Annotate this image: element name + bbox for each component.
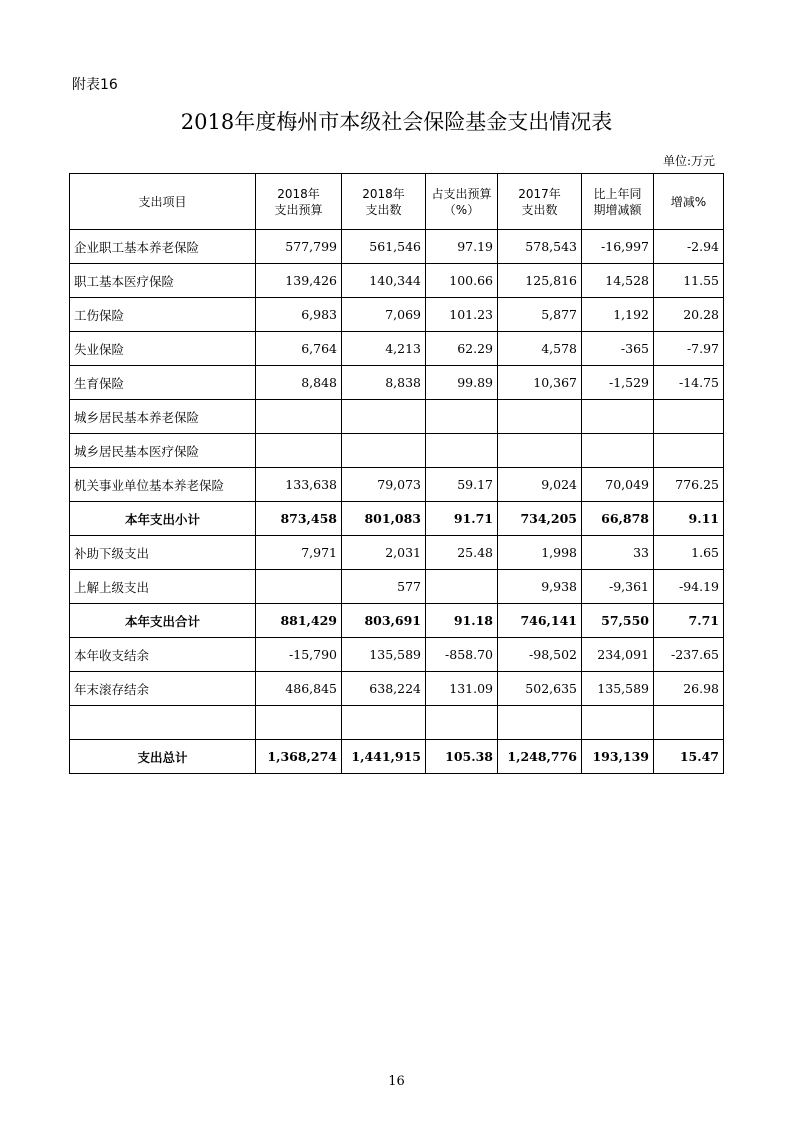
cell-actual-2017: 4,578 [498, 332, 582, 366]
cell-change: 66,878 [582, 502, 654, 536]
cell-budget-2018: 577,799 [256, 230, 342, 264]
cell-change: -1,529 [582, 366, 654, 400]
cell-actual-2017: 10,367 [498, 366, 582, 400]
cell-change-pct [654, 434, 724, 468]
cell-budget-2018 [256, 434, 342, 468]
cell-actual-2017: 1,998 [498, 536, 582, 570]
cell-item-name: 支出总计 [70, 740, 256, 774]
cell-change: 234,091 [582, 638, 654, 672]
table-row [70, 740, 724, 774]
header-actual-2018: 2018年 支出数 [342, 174, 426, 230]
cell-item-name: 年末滚存结余 [70, 672, 256, 706]
cell-actual-2018: 2,031 [342, 536, 426, 570]
cell-pct-budget [426, 434, 498, 468]
cell-item-name: 机关事业单位基本养老保险 [70, 468, 256, 502]
cell-budget-2018: 486,845 [256, 672, 342, 706]
cell-budget-2018: 1,368,274 [256, 740, 342, 774]
cell-actual-2018: 7,069 [342, 298, 426, 332]
table-row [70, 434, 724, 468]
appendix-label: 附表16 [72, 77, 118, 93]
cell-pct-budget: 91.71 [426, 502, 498, 536]
table-row [70, 264, 724, 298]
header-pct-budget: 占支出预算 （%） [426, 174, 498, 230]
cell-pct-budget: 97.19 [426, 230, 498, 264]
table-row [70, 536, 724, 570]
cell-change-pct [654, 706, 724, 740]
cell-actual-2017: 125,816 [498, 264, 582, 298]
cell-change: -365 [582, 332, 654, 366]
cell-pct-budget: 131.09 [426, 672, 498, 706]
cell-pct-budget: 100.66 [426, 264, 498, 298]
cell-actual-2018 [342, 400, 426, 434]
cell-change-pct: -14.75 [654, 366, 724, 400]
cell-budget-2018: 6,983 [256, 298, 342, 332]
cell-change-pct: 15.47 [654, 740, 724, 774]
header-change: 比上年同 期增减额 [582, 174, 654, 230]
table-row [70, 468, 724, 502]
cell-budget-2018 [256, 570, 342, 604]
cell-item-name: 补助下级支出 [70, 536, 256, 570]
cell-pct-budget [426, 706, 498, 740]
cell-actual-2018: 577 [342, 570, 426, 604]
header-budget-2018: 2018年 支出预算 [256, 174, 342, 230]
cell-item-name: 生育保险 [70, 366, 256, 400]
cell-change-pct: 26.98 [654, 672, 724, 706]
table-row [70, 230, 724, 264]
cell-budget-2018: 7,971 [256, 536, 342, 570]
cell-pct-budget: 91.18 [426, 604, 498, 638]
cell-actual-2018: 801,083 [342, 502, 426, 536]
cell-actual-2018: 79,073 [342, 468, 426, 502]
header-item: 支出项目 [70, 174, 256, 230]
table-row [70, 298, 724, 332]
table-row [70, 366, 724, 400]
table-row [70, 604, 724, 638]
unit-label: 单位:万元 [662, 154, 715, 168]
cell-actual-2017: 9,024 [498, 468, 582, 502]
cell-budget-2018: -15,790 [256, 638, 342, 672]
table-row [70, 400, 724, 434]
cell-change: 57,550 [582, 604, 654, 638]
cell-pct-budget: 25.48 [426, 536, 498, 570]
table-header-row [70, 174, 724, 230]
cell-item-name: 城乡居民基本养老保险 [70, 400, 256, 434]
cell-pct-budget: 105.38 [426, 740, 498, 774]
cell-pct-budget: -858.70 [426, 638, 498, 672]
cell-change [582, 706, 654, 740]
cell-pct-budget [426, 400, 498, 434]
cell-actual-2018: 561,546 [342, 230, 426, 264]
cell-actual-2017 [498, 706, 582, 740]
cell-actual-2017: 9,938 [498, 570, 582, 604]
cell-item-name: 失业保险 [70, 332, 256, 366]
cell-budget-2018 [256, 400, 342, 434]
cell-actual-2017: 502,635 [498, 672, 582, 706]
cell-item-name: 职工基本医疗保险 [70, 264, 256, 298]
cell-item-name: 本年支出合计 [70, 604, 256, 638]
cell-actual-2018: 638,224 [342, 672, 426, 706]
cell-budget-2018: 6,764 [256, 332, 342, 366]
cell-change: -9,361 [582, 570, 654, 604]
cell-actual-2017 [498, 400, 582, 434]
cell-change: 70,049 [582, 468, 654, 502]
table-row [70, 638, 724, 672]
cell-change-pct: 776.25 [654, 468, 724, 502]
cell-actual-2017: -98,502 [498, 638, 582, 672]
header-actual-2017: 2017年 支出数 [498, 174, 582, 230]
cell-budget-2018: 873,458 [256, 502, 342, 536]
cell-budget-2018: 139,426 [256, 264, 342, 298]
cell-pct-budget: 59.17 [426, 468, 498, 502]
cell-item-name: 上解上级支出 [70, 570, 256, 604]
cell-actual-2018: 803,691 [342, 604, 426, 638]
cell-budget-2018: 8,848 [256, 366, 342, 400]
cell-actual-2018: 135,589 [342, 638, 426, 672]
cell-actual-2017: 5,877 [498, 298, 582, 332]
cell-change-pct: 11.55 [654, 264, 724, 298]
cell-actual-2018: 1,441,915 [342, 740, 426, 774]
cell-item-name: 工伤保险 [70, 298, 256, 332]
header-change-pct: 增减% [654, 174, 724, 230]
cell-pct-budget: 101.23 [426, 298, 498, 332]
table-row [70, 502, 724, 536]
cell-pct-budget: 62.29 [426, 332, 498, 366]
table-row [70, 570, 724, 604]
table-row [70, 672, 724, 706]
cell-change-pct: -2.94 [654, 230, 724, 264]
cell-item-name: 城乡居民基本医疗保险 [70, 434, 256, 468]
cell-change-pct: 20.28 [654, 298, 724, 332]
table-row [70, 332, 724, 366]
cell-pct-budget [426, 570, 498, 604]
cell-change [582, 400, 654, 434]
cell-change [582, 434, 654, 468]
cell-change: -16,997 [582, 230, 654, 264]
cell-actual-2018 [342, 434, 426, 468]
cell-change: 193,139 [582, 740, 654, 774]
cell-change: 14,528 [582, 264, 654, 298]
table-row [70, 706, 724, 740]
cell-change: 33 [582, 536, 654, 570]
cell-actual-2018: 8,838 [342, 366, 426, 400]
cell-change-pct [654, 400, 724, 434]
page-title: 2018年度梅州市本级社会保险基金支出情况表 [180, 110, 613, 134]
cell-change-pct: -94.19 [654, 570, 724, 604]
cell-change-pct: -237.65 [654, 638, 724, 672]
cell-item-name: 本年支出小计 [70, 502, 256, 536]
cell-actual-2017: 734,205 [498, 502, 582, 536]
cell-item-name: 本年收支结余 [70, 638, 256, 672]
cell-actual-2018: 4,213 [342, 332, 426, 366]
cell-budget-2018: 881,429 [256, 604, 342, 638]
cell-change-pct: 7.71 [654, 604, 724, 638]
cell-actual-2018 [342, 706, 426, 740]
cell-actual-2018: 140,344 [342, 264, 426, 298]
cell-actual-2017: 746,141 [498, 604, 582, 638]
cell-budget-2018 [256, 706, 342, 740]
cell-actual-2017: 578,543 [498, 230, 582, 264]
page-number: 16 [388, 1074, 405, 1089]
cell-change: 1,192 [582, 298, 654, 332]
expenditure-table [69, 173, 724, 774]
cell-item-name [70, 706, 256, 740]
cell-change-pct: -7.97 [654, 332, 724, 366]
cell-change: 135,589 [582, 672, 654, 706]
cell-change-pct: 1.65 [654, 536, 724, 570]
cell-change-pct: 9.11 [654, 502, 724, 536]
cell-budget-2018: 133,638 [256, 468, 342, 502]
cell-actual-2017: 1,248,776 [498, 740, 582, 774]
cell-item-name: 企业职工基本养老保险 [70, 230, 256, 264]
cell-pct-budget: 99.89 [426, 366, 498, 400]
cell-actual-2017 [498, 434, 582, 468]
